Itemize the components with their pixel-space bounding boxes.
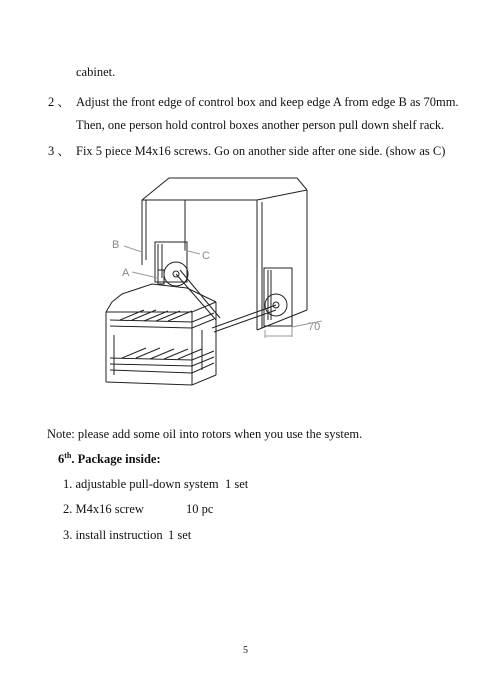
label-a: A: [122, 267, 130, 279]
package-item-1: 1. adjustable pull-down system: [63, 477, 219, 491]
step-2-line-1: Adjust the front edge of control box and keep edge A from edge B as 70mm.: [76, 95, 459, 109]
step-3-line: Fix 5 piece M4x16 screws. Go on another side after one side. (show as C): [76, 144, 446, 158]
step-2-line-2: Then, one person hold control boxes another person pull down shelf rack.: [76, 118, 445, 132]
package-item-3-qty: 1 set: [168, 528, 192, 542]
package-item-2: 2. M4x16 screw: [63, 502, 144, 516]
pull-down-arms: [176, 270, 276, 332]
package-item-1-qty: 1 set: [225, 477, 249, 491]
label-b: B: [112, 239, 120, 251]
label-c: C: [202, 250, 210, 262]
page-number: 5: [243, 645, 248, 656]
continued-text: cabinet.: [76, 65, 116, 79]
step-3-number: 3 、: [48, 144, 70, 158]
package-heading: 6th. Package inside:: [58, 450, 161, 466]
package-item-3: 3. install instruction: [63, 528, 163, 542]
installation-diagram: [92, 170, 342, 400]
left-control-box: [155, 242, 188, 286]
step-2-number: 2 、: [48, 95, 70, 109]
package-item-2-qty: 10 pc: [186, 502, 214, 516]
cabinet-outline: [142, 178, 307, 330]
oil-note: Note: please add some oil into rotors when you use the system.: [47, 427, 363, 441]
shelf-rack: [106, 284, 216, 385]
dimension-70: 70: [308, 321, 321, 333]
